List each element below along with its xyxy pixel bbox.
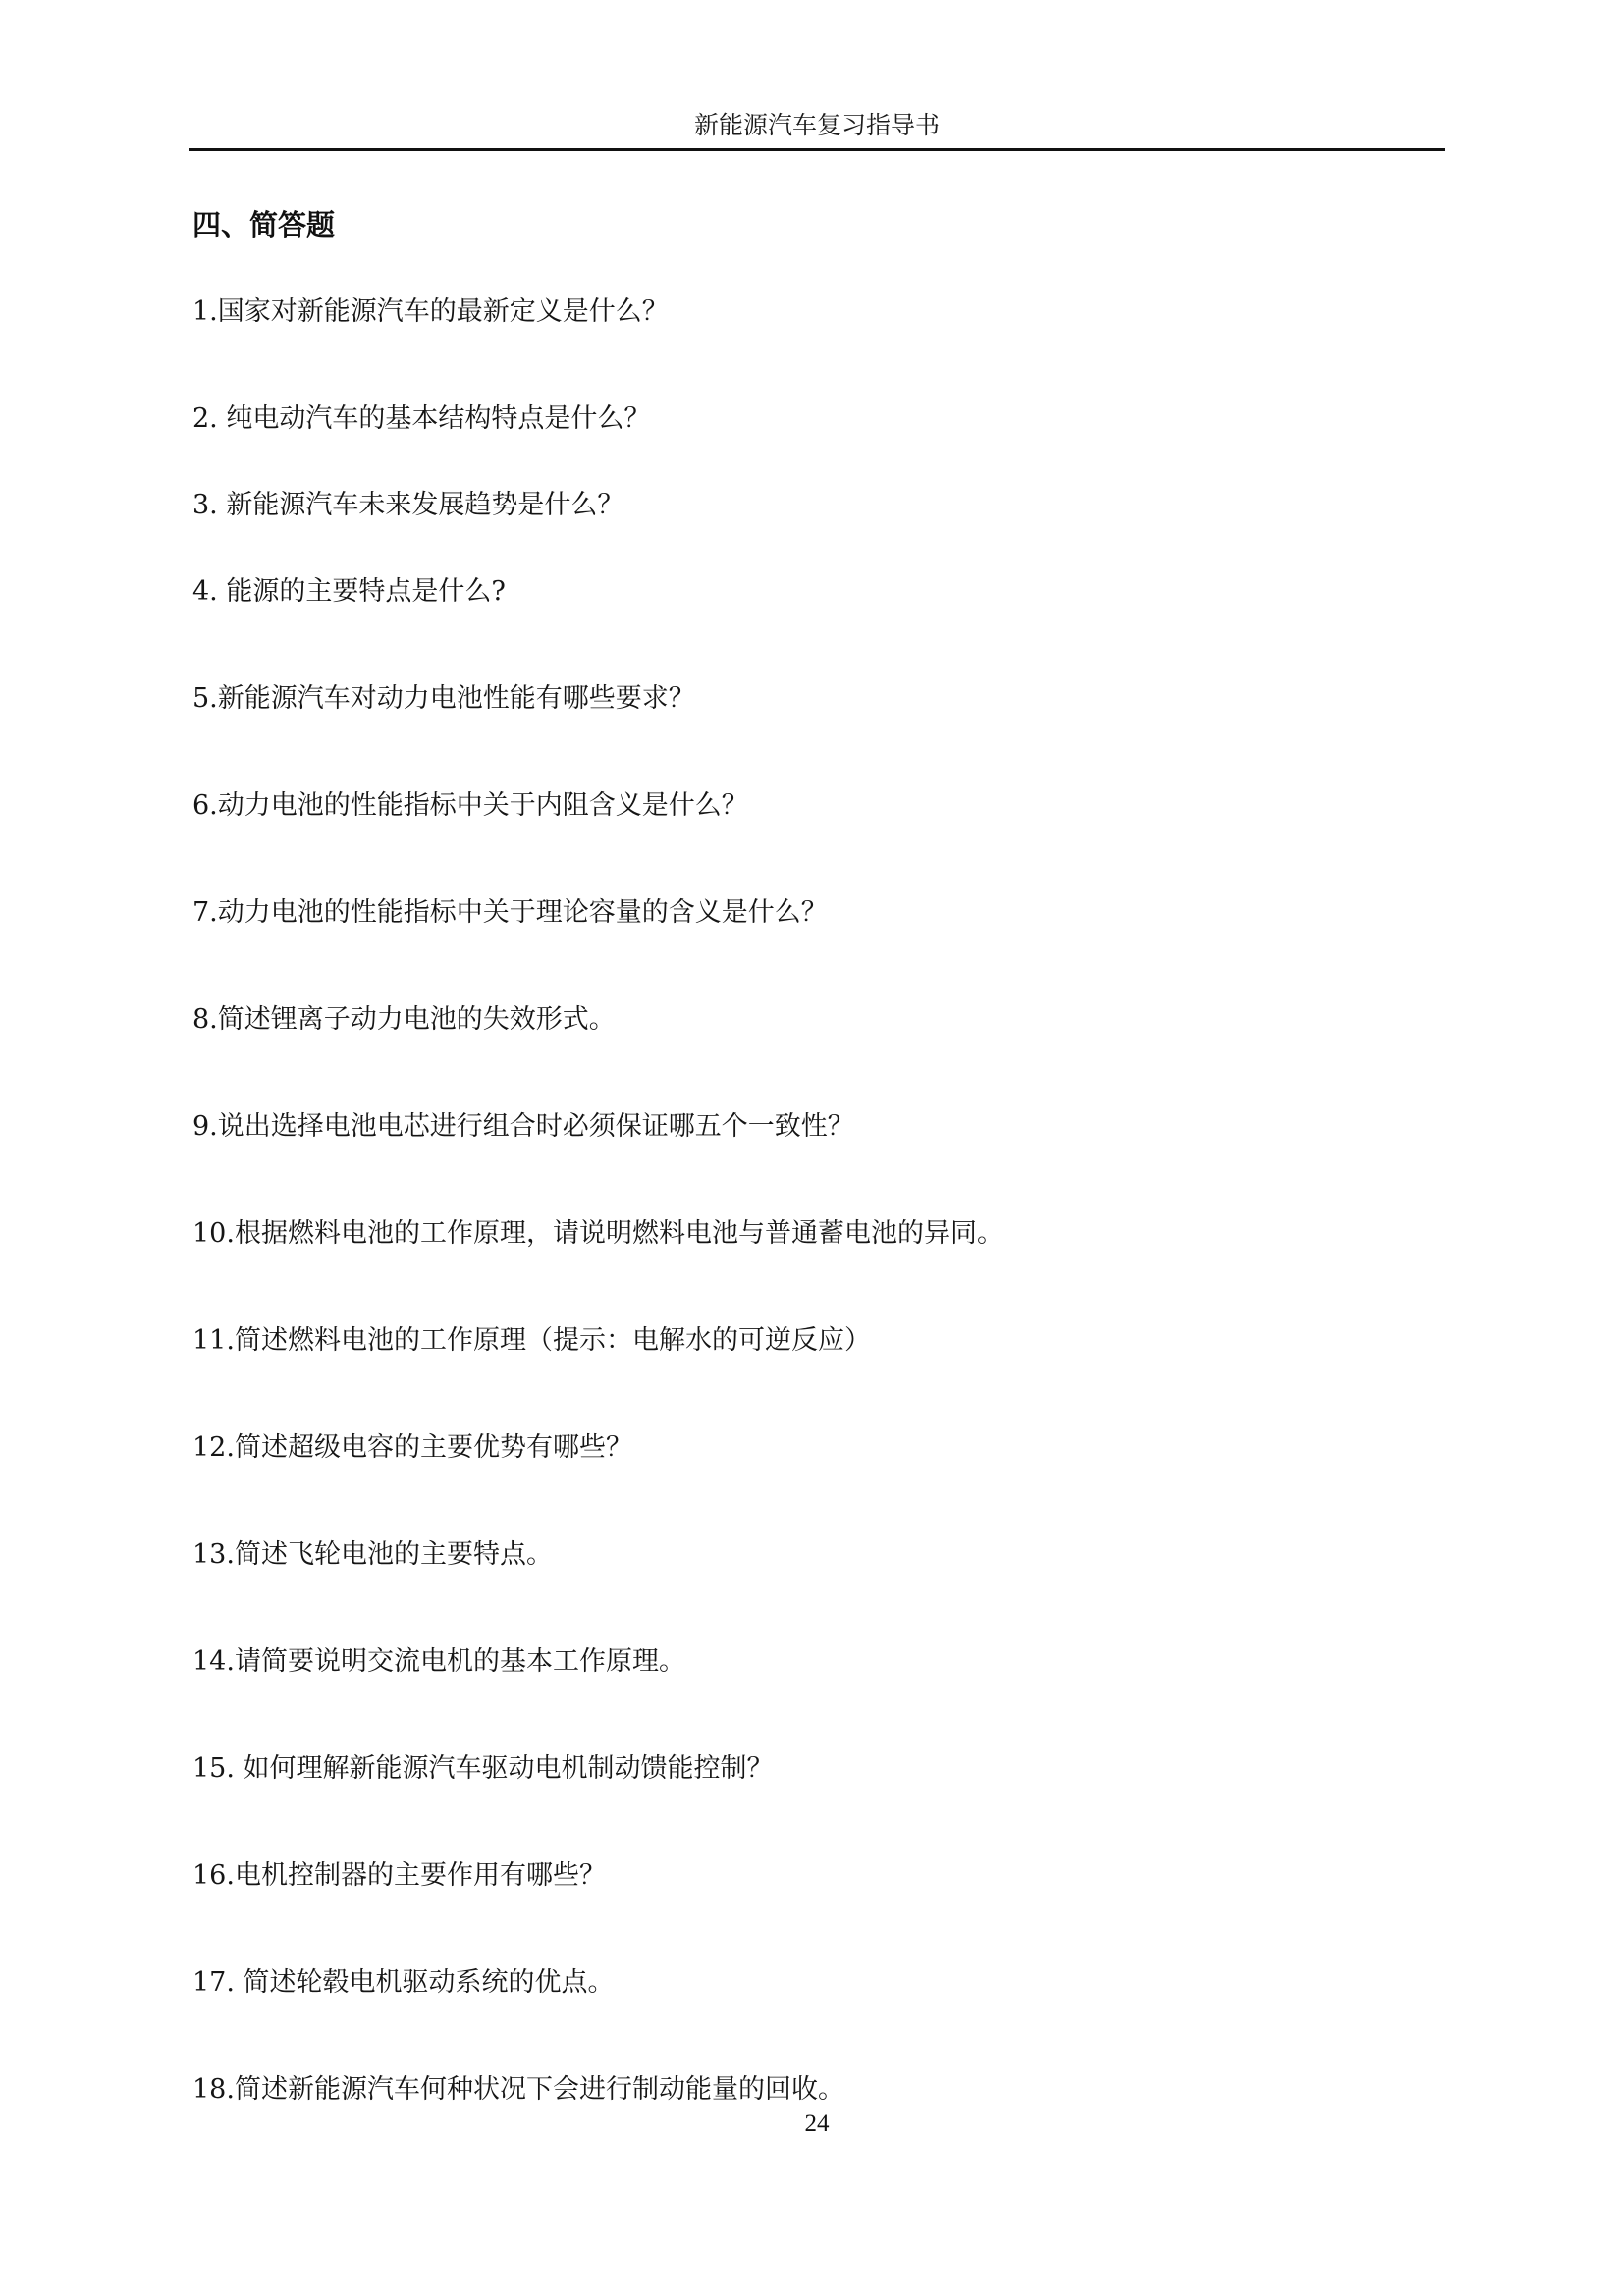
page-number: 24 bbox=[804, 2110, 830, 2137]
question-item: 16.电机控制器的主要作用有哪些？ bbox=[192, 1860, 606, 1891]
question-item: 1.国家对新能源汽车的最新定义是什么？ bbox=[192, 296, 669, 327]
question-item: 18.简述新能源汽车何种状况下会进行制动能量的回收。 bbox=[192, 2074, 844, 2105]
question-item: 3. 新能源汽车未来发展趋势是什么？ bbox=[192, 490, 624, 520]
question-item: 11.简述燃料电池的工作原理（提示：电解水的可逆反应） bbox=[192, 1325, 871, 1356]
question-item: 13.简述飞轮电池的主要特点。 bbox=[192, 1539, 553, 1570]
header-rule bbox=[189, 148, 1445, 151]
question-item: 9.说出选择电池电芯进行组合时必须保证哪五个一致性？ bbox=[192, 1111, 854, 1142]
question-item: 8.简述锂离子动力电池的失效形式。 bbox=[192, 1004, 616, 1035]
question-item: 15. 如何理解新能源汽车驱动电机制动馈能控制？ bbox=[192, 1753, 774, 1784]
section-heading: 四、简答题 bbox=[192, 208, 336, 241]
question-item: 6.动力电池的性能指标中关于内阻含义是什么？ bbox=[192, 790, 748, 821]
question-item: 10.根据燃料电池的工作原理，请说明燃料电池与普通蓄电池的异同。 bbox=[192, 1218, 1003, 1249]
question-item: 4. 能源的主要特点是什么? bbox=[192, 576, 506, 607]
question-item: 2. 纯电动汽车的基本结构特点是什么？ bbox=[192, 403, 651, 434]
question-item: 17. 简述轮毂电机驱动系统的优点。 bbox=[192, 1967, 615, 1998]
question-item: 5.新能源汽车对动力电池性能有哪些要求？ bbox=[192, 683, 695, 714]
question-item: 12.简述超级电容的主要优势有哪些？ bbox=[192, 1432, 632, 1463]
question-item: 14.请简要说明交流电机的基本工作原理。 bbox=[192, 1646, 685, 1677]
running-header-title: 新能源汽车复习指导书 bbox=[693, 111, 940, 139]
question-item: 7.动力电池的性能指标中关于理论容量的含义是什么？ bbox=[192, 897, 828, 928]
